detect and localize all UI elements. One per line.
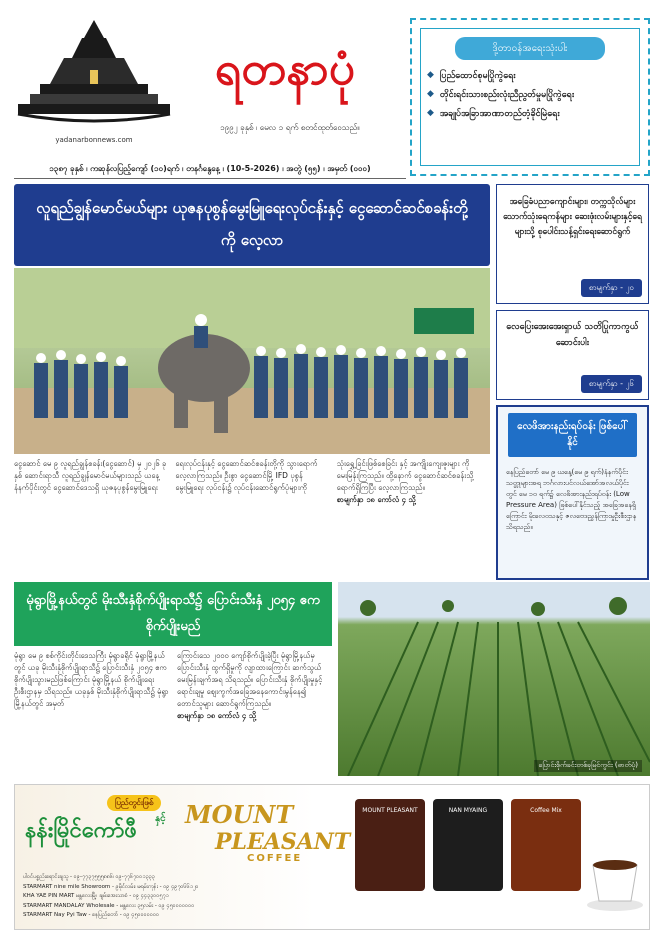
- slogan-item: ◆ တိုင်းရင်းသားစည်းလုံးညီညွတ်မှုမပြိုကွဲရေး: [427, 89, 575, 100]
- coffee-advertisement[interactable]: [14, 784, 650, 930]
- ad-store-line: KHA YAE PIN MART မန္တလေးမြို့၊ ချမ်းအေးသာစံ - ၀၉ ၄၄၃၃၀၀၅၇၁: [23, 893, 169, 899]
- coffee-pack-image: NAN MYAING: [433, 799, 503, 891]
- founded-line: ၁၉၉၂ ခုနှစ် ၊ မေလ ၁ ရက် စတင်ထုတ်ဝေသည်။: [220, 123, 360, 132]
- slogan-item: ◆ ပြည်ထောင်စုမပြိုကွဲရေး: [427, 70, 516, 81]
- website-url: yadanarbonnews.com: [55, 136, 133, 144]
- story-column: သုံးရွှေ့ခြင်းဖြစ်စေခြင်း နှင့် အကျိုးကျေးဇူးများ ကို မေးမြန်းကြသည်။ ထို့နောက် ငွေဆောင်ဆင်စခန်းသို့ ရောက်ရှိကြပြီး လေ့လာကြသည်။: [336, 459, 474, 492]
- ad-brand-myanmar: နန်းမြိုင်ကော်ဖီ: [25, 818, 137, 843]
- diamond-bullet-icon: ◆: [427, 70, 434, 80]
- photo-caption: ပြောင်းစိုက်ခင်းတစ်ခုမြင်ကွင်း (ဓာတ်ပုံ): [534, 760, 642, 772]
- pagoda-logo-icon: [14, 18, 174, 138]
- corn-story-body: [14, 650, 332, 778]
- ad-brand-panel: [15, 785, 351, 930]
- ad-store-line: ပါဝင်ပစ္စည်းရောင်းချသူ - ၀၉-၇၇၃၇၅၅၅၈၈၆၊ ၀၉-၇၇၆၇၀၀၁၃၃၃: [23, 874, 155, 880]
- teaser-box-cleanup[interactable]: [496, 184, 649, 304]
- ad-store-line: STARMART MANDALAY Wholesale - မန္တလေး ၃၅လမ်း - ၀၉ ၄၅၀၀၀၀၀၀၀: [23, 902, 195, 909]
- weather-body: နေပြည်တော် မေ ၉ ယနေ့(မေ ၉ ရက်)နံနက်ပိုင်းသတ္တုများအရ ဘင်္ဂလားပင်လယ်အော်အလယ်ပိုင်းတွင် မေ ၁၀ ရက်၌ လေဖိအားနည်းရပ်ဝန်း (Low Pressure Area) ဖြစ်ပေါ်နိုင်သည့် အခြေအနေရှိကြောင်း မိုးလေဝသနှင့် ဇလဗေဒညွှန်ကြားမှုဦးစီးဌာန သိရသည်။: [506, 468, 637, 531]
- teaser-title: အခြေခံပညာကျောင်းများ၊ တက္ကသိုလ်များသောက်သုံးရေကန်များ ဆေးဖုံးလမ်းများနှင့်ရေများသို့ စုပေါင်းသန့်ရှင်းရေးဆောင်ရွက်: [503, 197, 642, 237]
- coffee-pack-image: MOUNT PLEASANT: [355, 799, 425, 891]
- story-column: ရေးလုပ်ငန်းနှင့် ငွေဆောင်ဆင်စခန်းတို့ကို သွားရောက် လေ့လာကြသည်။ ဦးစွာ ငွေဆောင်မြို့ IFD ပုစွန်မွေးမြူရေး လုပ်ငန်း၌ လုပ်ငန်းဆောင်ရွက်ပုံများကို: [175, 459, 318, 492]
- issue-date-bar: ၁၃၈၇ ခုနှစ် ၊ ကဆုန်လပြည့်ကျော် (၁၀)ရက် ၊ တနင်္ဂနွေနေ့ ၊ (10-5-2026) ၊ အတွဲ (၅၅) ၊ အမှတ် (၀၀၀): [14, 163, 406, 179]
- newspaper-title: ရတနာပုံ: [214, 41, 356, 95]
- slogan-title: ဒို့တာဝန်အရေးသုံးပါး: [455, 37, 605, 60]
- ad-brand-en-2: PLEASANT: [215, 829, 351, 855]
- teaser-box-article[interactable]: [496, 310, 649, 400]
- coffee-pack-image: Coffee Mix: [511, 799, 581, 891]
- diamond-bullet-icon: ◆: [427, 89, 434, 99]
- story-column: မုံရွာ မေ ၉ စစ်ကိုင်းတိုင်းဒေသကြီး မုံရွာခရိုင် မုံရွာမြို့နယ်တွင် ယခု မိုးသီးနှံစိုက်ပျိုးရာသီ၌ ပြောင်းသီးနှံ ၂၀၅၄ ဧက စိုက်ပျိုးသွားမည်ဖြစ်ကြောင်း မုံရွာမြို့နယ် စိုက်ပျိုးရေးဦးစီးဌာနမှ သိရသည်။ ယခုနှစ် မိုးသီးနှံစိုက်ပျိုးရာသီ၌ မုံရွာမြို့နယ်တွင် အမှတ်: [14, 651, 169, 708]
- story-column: ငွေဆောင် မေ ၉ လူရည်ချွန်စခန်း(ငွေဆောင်) မှ ၂၀၂၆ ခုနှစ် ဆောင်းရာသီ လူရည်ချွန်မောင်မယ်များသည် ယနေ့ နံနက်ပိုင်းတွင် ငွေဆောင်ဒေသရှိ ယုဇနပုစွန်မွေးမြူရေး: [14, 459, 167, 492]
- corn-headline[interactable]: မုံရွာမြို့နယ်တွင် မိုးသီးနှံစိုက်ပျိုးရာသီ၌ ပြောင်းသီးနှံ ၂၀၅၄ ဧက စိုက်ပျိုးမည်: [14, 582, 332, 646]
- slogan-box: [410, 18, 650, 176]
- elephant-visit-photo: [14, 268, 490, 454]
- ad-and: နှင့်: [155, 813, 166, 824]
- ad-badge: ပြည်တွင်းဖြစ်: [107, 795, 161, 811]
- weather-news-box: [496, 405, 649, 580]
- continued-link[interactable]: စာမျက်နှာ ၁၈ ကော်လံ ၄ သို့: [177, 711, 257, 720]
- story-column: ကြောင်းသေ ၂၀၀၀ ကျော်စိုက်ပျိုးခဲ့ပြီး မုံရွာမြို့နယ်မှ ပြောင်းသီးနှံ ထွက်ရှိမှုကို လျာထားကြောင်း ဆက်သွယ်မေးမြန်းချက်အရ သိရသည်။ ပြောင်းသီးနှံ စိုက်ပျိုးမှုနှင့် ရောင်းချမှု စျေးကွက်အခြေအနေကောင်းမွန်နေ၍ တောင်သူများ ဆောင်ရွက်ကြသည်။: [177, 651, 323, 708]
- ad-brand-en-1: MOUNT: [185, 800, 294, 829]
- slogan-item: ◆ အချုပ်အခြာအာဏာတည်တံ့ခိုင်မြဲရေး: [427, 108, 560, 119]
- main-headline[interactable]: လူရည်ချွန်မောင်မယ်များ ယုဇနပုစွန်မွေးမြူရေးလုပ်ငန်းနှင့် ငွေဆောင်ဆင်စခန်းတို့ကို လေ့လာ: [14, 184, 490, 266]
- page-reference-tag[interactable]: စာမျက်နှာ - ၂၀: [581, 279, 642, 297]
- ad-store-line: STARMART Nay Pyi Taw - နေပြည်တော် - ၀၉ ၄၅၀၀၀၀၀၀၀: [23, 912, 160, 918]
- ad-brand-en-3: COFFEE: [247, 853, 303, 864]
- continued-link[interactable]: စာမျက်နှာ ၁၈ ကော်လံ ၄ သို့: [336, 495, 416, 504]
- ad-store-line: STARMART nine mile Showroom - ၉မိုင်လမ်း၊ မရမ်းကုန်း - ၀၉ ၄၉၇၀၆၆၁၂၀: [23, 883, 199, 890]
- teaser-title: လေပြေးအေးအေးရှာယ် သတိပြုကာကွယ် ဆောင်းပါး: [506, 322, 639, 348]
- corn-field-photo: [338, 582, 650, 776]
- coffee-cup-icon: [585, 845, 645, 915]
- weather-headline[interactable]: လေဖိအားနည်းရပ်ဝန်း ဖြစ်ပေါ်နိုင်: [508, 413, 637, 457]
- ad-store-list: [23, 873, 323, 921]
- page-reference-tag[interactable]: စာမျက်နှာ - ၂၆: [581, 375, 642, 393]
- main-story-body: [14, 458, 490, 578]
- diamond-bullet-icon: ◆: [427, 108, 434, 118]
